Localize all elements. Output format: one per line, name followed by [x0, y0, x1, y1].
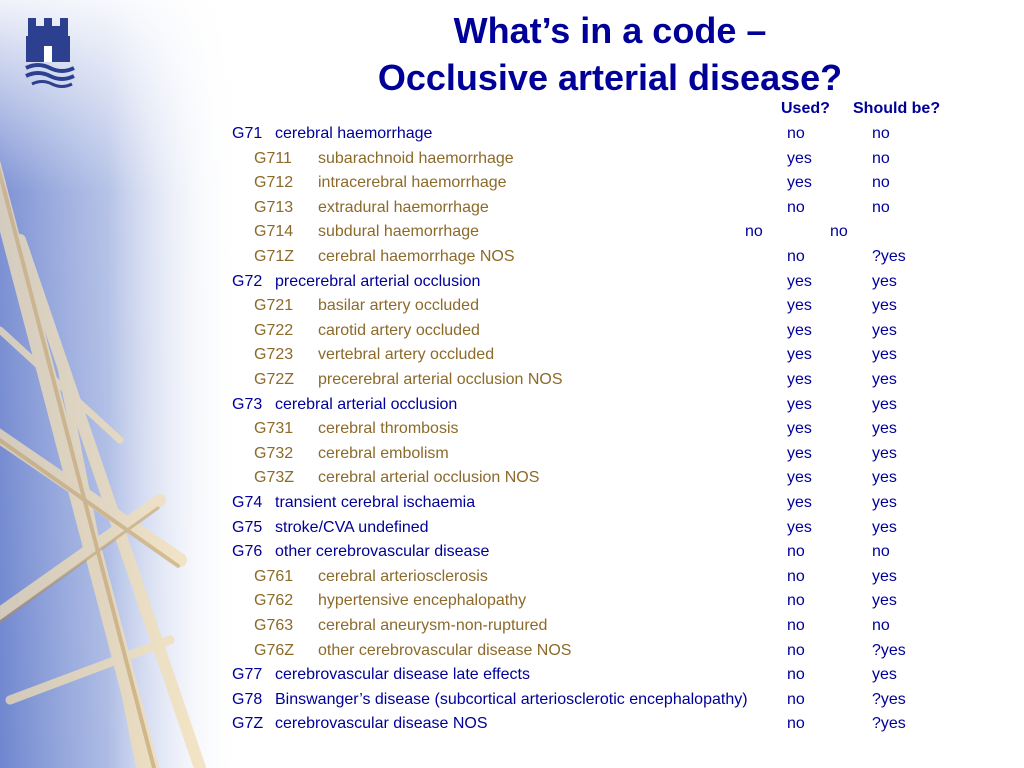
row-should-be-value: yes [872, 346, 897, 363]
row-should-be-value: yes [872, 420, 897, 437]
row-code: G71Z [254, 248, 295, 265]
row-should-be-value: ?yes [872, 248, 906, 265]
table-row [0, 641, 1024, 665]
row-description: cerebral arterial occlusion [275, 396, 458, 413]
should-be-column-header: Should be? [853, 100, 941, 117]
table-row [0, 714, 1024, 738]
row-code: G72 [232, 273, 263, 290]
row-should-be-value: yes [872, 371, 897, 388]
row-description: transient cerebral ischaemia [275, 494, 476, 511]
table-row [0, 493, 1024, 517]
row-used-value: no [787, 199, 805, 216]
university-castle-crest-icon [22, 12, 80, 90]
row-code: G761 [254, 568, 294, 585]
row-should-be-value: yes [872, 519, 897, 536]
row-description: extradural haemorrhage [318, 199, 489, 216]
row-description: precerebral arterial occlusion [275, 273, 481, 290]
table-row [0, 345, 1024, 369]
row-description: cerebral arteriosclerosis [318, 568, 488, 585]
row-code: G712 [254, 174, 294, 191]
row-used-value: yes [787, 273, 812, 290]
row-description: cerebrovascular disease late effects [275, 666, 530, 683]
row-used-value: yes [787, 322, 812, 339]
row-used-value: no [787, 125, 805, 142]
table-row [0, 395, 1024, 419]
table-row [0, 518, 1024, 542]
row-description: cerebral aneurysm-non-ruptured [318, 617, 548, 634]
table-row [0, 567, 1024, 591]
row-description: intracerebral haemorrhage [318, 174, 507, 191]
row-used-value: yes [787, 371, 812, 388]
row-code: G723 [254, 346, 294, 363]
row-should-be-value: yes [872, 396, 897, 413]
row-used-value: no [787, 543, 805, 560]
row-code: G73Z [254, 469, 295, 486]
row-code: G77 [232, 666, 263, 683]
table-row [0, 616, 1024, 640]
table-row [0, 591, 1024, 615]
row-used-value: yes [787, 445, 812, 462]
row-used-value: no [787, 568, 805, 585]
row-code: G73 [232, 396, 263, 413]
row-should-be-value: no [830, 223, 848, 240]
row-used-value: yes [787, 519, 812, 536]
row-code: G713 [254, 199, 294, 216]
row-used-value: no [787, 691, 805, 708]
row-should-be-value: ?yes [872, 642, 906, 659]
row-should-be-value: yes [872, 568, 897, 585]
table-row [0, 247, 1024, 271]
table-row [0, 149, 1024, 173]
row-code: G763 [254, 617, 294, 634]
row-used-value: no [787, 666, 805, 683]
table-row [0, 370, 1024, 394]
row-should-be-value: yes [872, 297, 897, 314]
row-should-be-value: yes [872, 322, 897, 339]
table-row [0, 690, 1024, 714]
row-code: G711 [254, 150, 292, 167]
slide-title-line-1: What’s in a code – [453, 10, 767, 51]
row-code: G78 [232, 691, 263, 708]
row-used-value: yes [787, 174, 812, 191]
row-description: cerebral arterial occlusion NOS [318, 469, 540, 486]
row-should-be-value: ?yes [872, 715, 906, 732]
row-code: G71 [232, 125, 263, 142]
used-column-header: Used? [781, 100, 830, 117]
row-code: G74 [232, 494, 263, 511]
table-row [0, 419, 1024, 443]
table-row [0, 321, 1024, 345]
row-should-be-value: yes [872, 592, 897, 609]
row-description: cerebrovascular disease NOS [275, 715, 488, 732]
row-description: subdural haemorrhage [318, 223, 479, 240]
row-used-value: no [745, 223, 763, 240]
row-should-be-value: no [872, 125, 890, 142]
row-description: cerebral haemorrhage [275, 125, 433, 142]
row-code: G72Z [254, 371, 295, 388]
row-description: other cerebrovascular disease [275, 543, 490, 560]
row-description: basilar artery occluded [318, 297, 479, 314]
row-used-value: yes [787, 150, 812, 167]
table-row [0, 173, 1024, 197]
row-description: stroke/CVA undefined [275, 519, 429, 536]
row-description: cerebral haemorrhage NOS [318, 248, 515, 265]
row-code: G721 [254, 297, 294, 314]
row-description: vertebral artery occluded [318, 346, 495, 363]
row-should-be-value: yes [872, 469, 897, 486]
row-code: G732 [254, 445, 294, 462]
row-used-value: no [787, 248, 805, 265]
row-code: G731 [254, 420, 294, 437]
row-description: Binswanger’s disease (subcortical arteriosclerotic encephalopathy) [275, 691, 748, 708]
table-row [0, 542, 1024, 566]
row-used-value: no [787, 642, 805, 659]
row-description: hypertensive encephalopathy [318, 592, 527, 609]
row-should-be-value: ?yes [872, 691, 906, 708]
row-used-value: yes [787, 494, 812, 511]
row-used-value: no [787, 592, 805, 609]
row-code: G76Z [254, 642, 295, 659]
row-should-be-value: no [872, 543, 890, 560]
table-row [0, 665, 1024, 689]
row-code: G714 [254, 223, 294, 240]
row-code: G75 [232, 519, 263, 536]
row-used-value: yes [787, 297, 812, 314]
row-used-value: yes [787, 396, 812, 413]
row-used-value: no [787, 617, 805, 634]
row-used-value: yes [787, 420, 812, 437]
slide-title-line-2: Occlusive arterial disease? [377, 57, 843, 98]
row-used-value: no [787, 715, 805, 732]
row-code: G762 [254, 592, 294, 609]
row-description: cerebral embolism [318, 445, 449, 462]
row-used-value: yes [787, 469, 812, 486]
table-row [0, 222, 1024, 246]
row-description: cerebral thrombosis [318, 420, 459, 437]
row-description: precerebral arterial occlusion NOS [318, 371, 563, 388]
row-should-be-value: no [872, 150, 890, 167]
row-description: subarachnoid haemorrhage [318, 150, 514, 167]
row-should-be-value: yes [872, 445, 897, 462]
row-should-be-value: no [872, 199, 890, 216]
row-should-be-value: no [872, 174, 890, 191]
row-used-value: yes [787, 346, 812, 363]
table-row [0, 296, 1024, 320]
table-row [0, 272, 1024, 296]
row-code: G76 [232, 543, 263, 560]
row-code: G7Z [232, 715, 264, 732]
row-should-be-value: yes [872, 273, 897, 290]
table-row [0, 198, 1024, 222]
row-description: carotid artery occluded [318, 322, 480, 339]
table-row [0, 444, 1024, 468]
table-row [0, 124, 1024, 148]
row-should-be-value: yes [872, 666, 897, 683]
row-should-be-value: yes [872, 494, 897, 511]
row-description: other cerebrovascular disease NOS [318, 642, 572, 659]
table-row [0, 468, 1024, 492]
row-should-be-value: no [872, 617, 890, 634]
row-code: G722 [254, 322, 294, 339]
